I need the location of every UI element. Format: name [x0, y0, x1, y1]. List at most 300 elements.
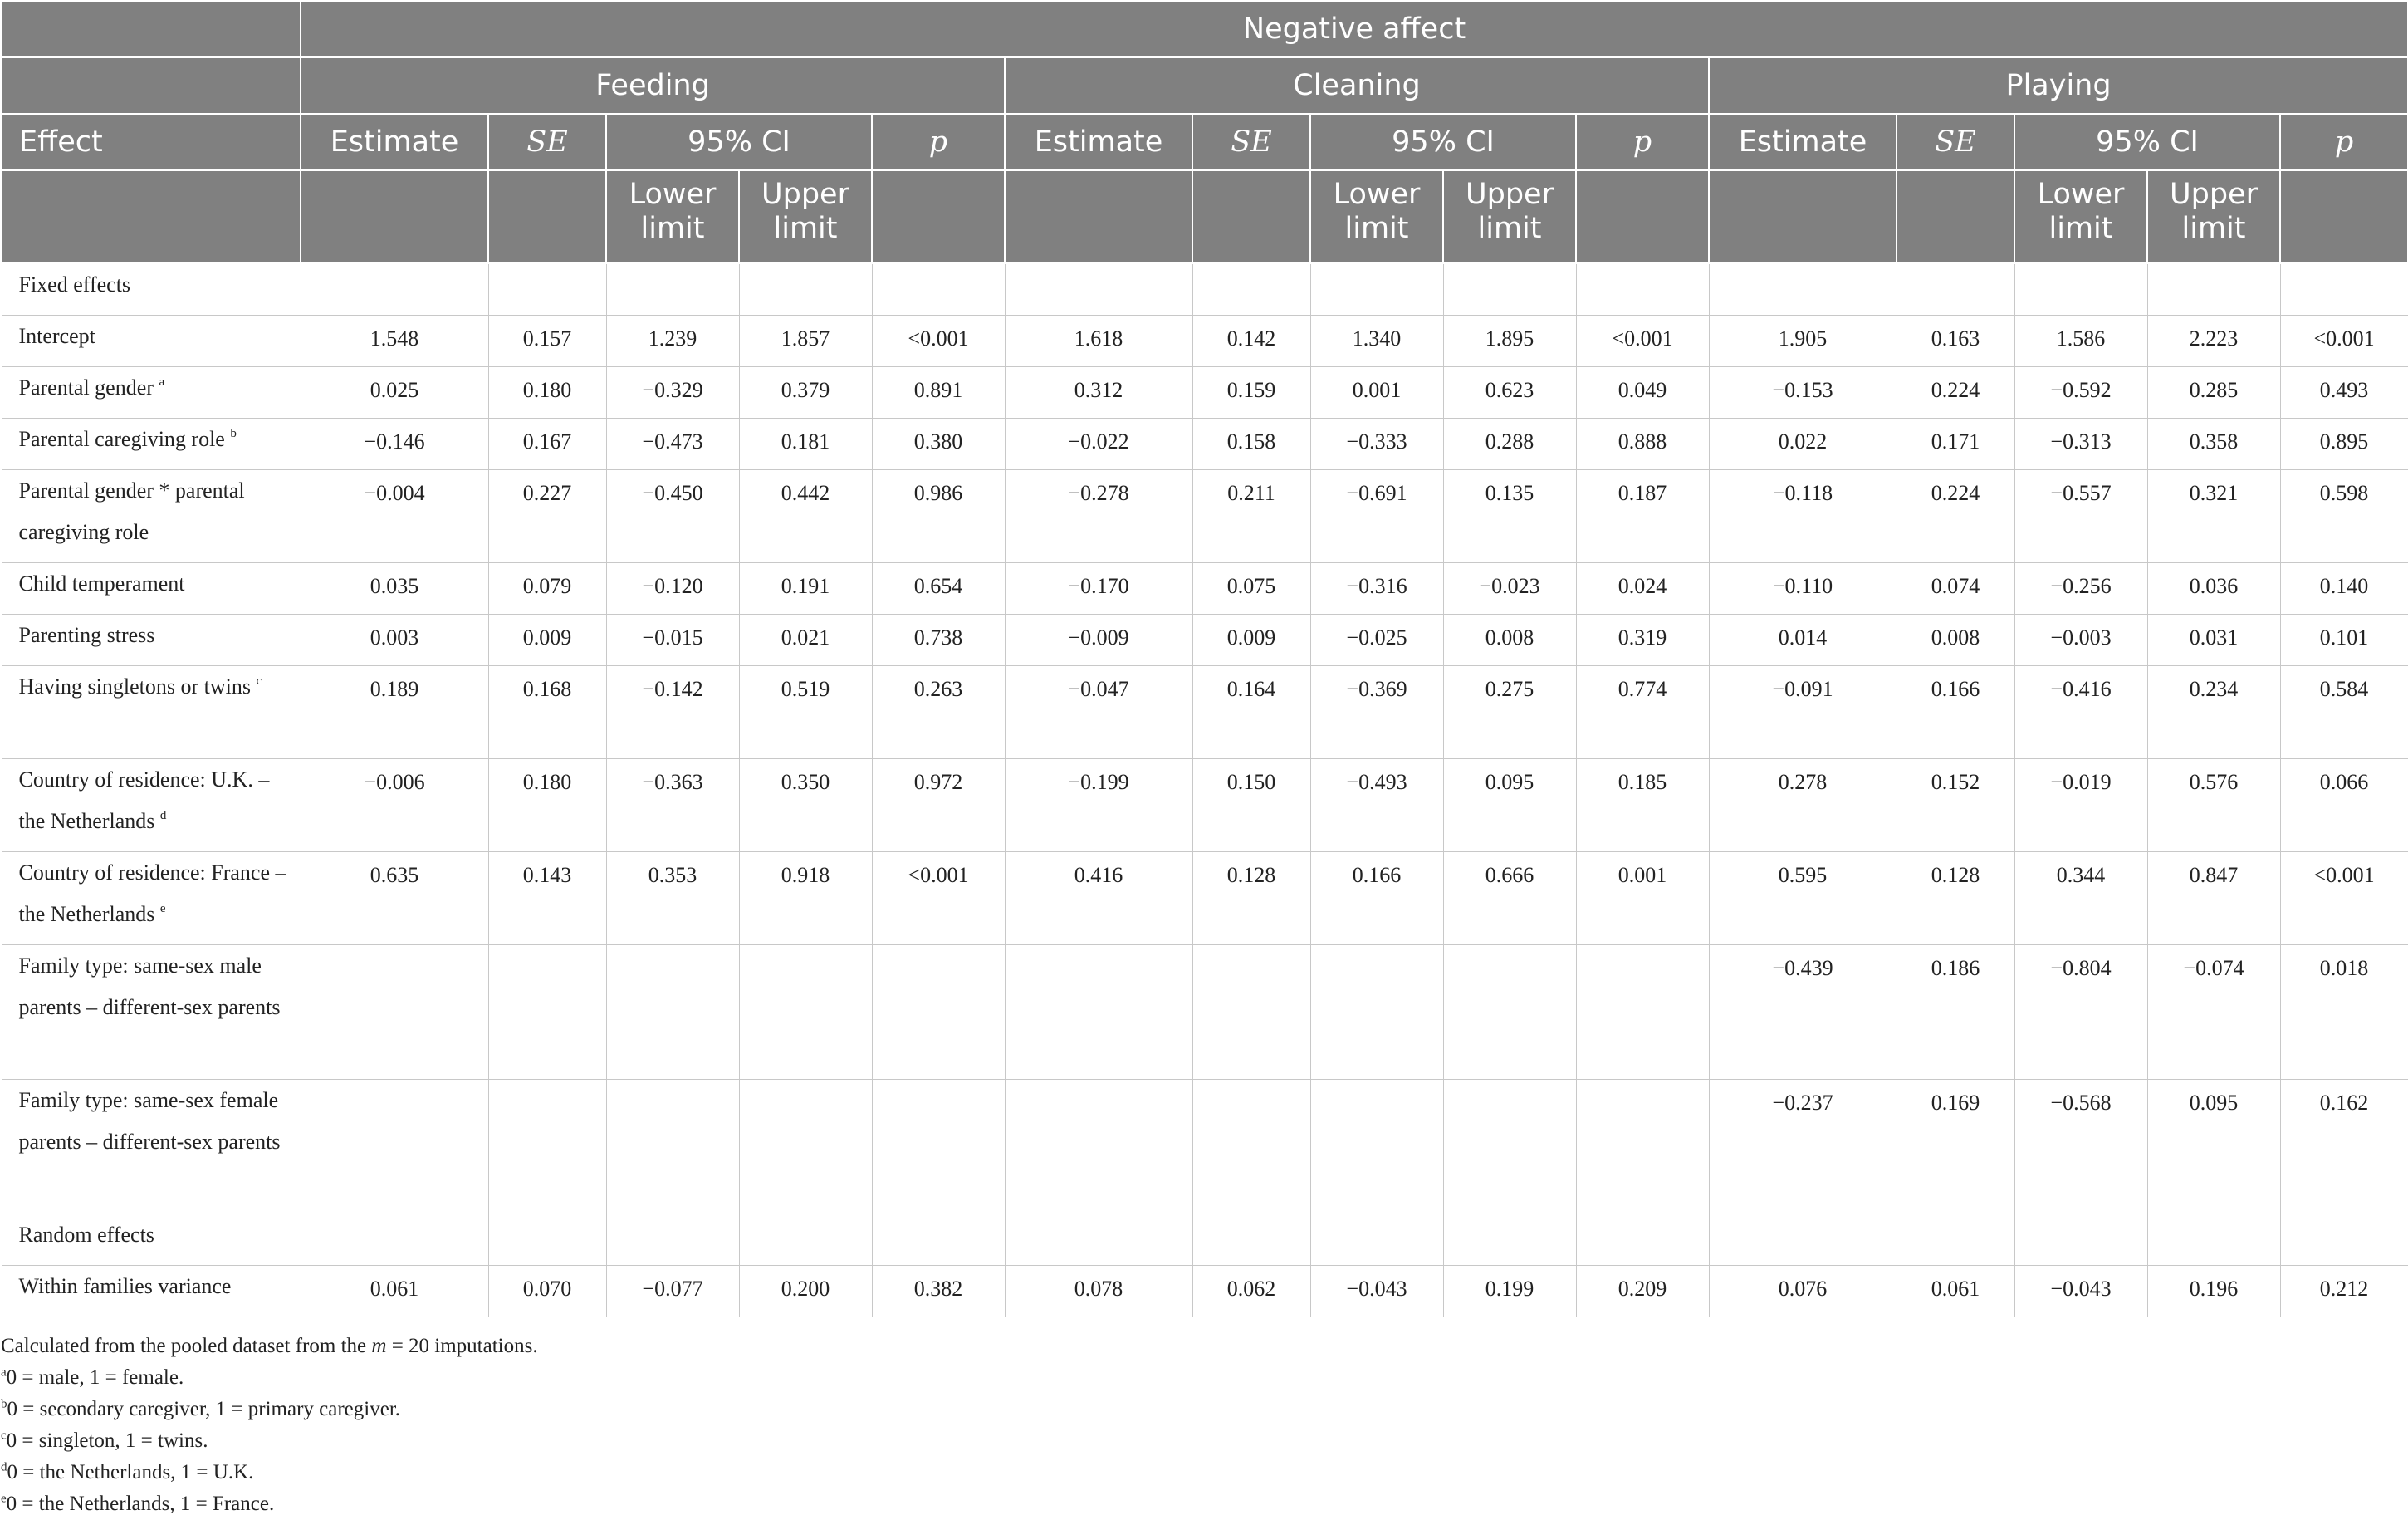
- cell-value: −0.146: [364, 429, 425, 454]
- results-table: [1, 0, 2408, 1317]
- table-cell: [488, 1265, 606, 1317]
- table-cell: [2280, 1214, 2408, 1265]
- cell-value: 0.166: [1931, 676, 1980, 701]
- table-cell: [606, 1079, 739, 1214]
- table-cell: [2280, 1265, 2408, 1317]
- table-row: [2, 1214, 2408, 1265]
- footnote-text: 0 = the Netherlands, 1 = U.K.: [7, 1460, 254, 1483]
- table-cell: [1897, 758, 2014, 851]
- table-cell: [2014, 1079, 2147, 1214]
- cell-value: 0.666: [1485, 862, 1534, 887]
- table-cell: [1709, 1079, 1897, 1214]
- table-cell: [2280, 758, 2408, 851]
- table-cell: [1310, 469, 1443, 562]
- row-label: [2, 1214, 301, 1265]
- cell-value: 0.008: [1931, 625, 1980, 650]
- cell-value: −0.003: [2050, 625, 2112, 650]
- footnote-marker: a: [159, 375, 165, 389]
- table-cell: [872, 758, 1005, 851]
- table-cell: [739, 315, 872, 366]
- table-cell: [488, 263, 606, 315]
- cell-value: 0.986: [913, 480, 963, 505]
- column-header-se-playing: SE: [1897, 114, 2014, 170]
- table-cell: [2280, 366, 2408, 418]
- cell-value: −0.110: [1772, 573, 1833, 598]
- table-cell: [1443, 315, 1576, 366]
- table-cell: [2014, 851, 2147, 944]
- cell-value: 0.598: [2319, 480, 2369, 505]
- table-cell: [488, 366, 606, 418]
- table-cell: [872, 1079, 1005, 1214]
- cell-value: 0.036: [2189, 573, 2239, 598]
- cell-value: 0.076: [1778, 1276, 1828, 1301]
- activity-header-playing: Playing: [1709, 57, 2408, 114]
- table-cell: [2280, 614, 2408, 665]
- table-cell: [1443, 758, 1576, 851]
- cell-value: −0.074: [2183, 955, 2244, 980]
- cell-value: 0.143: [522, 862, 572, 887]
- subheader-empty: [2280, 170, 2408, 263]
- table-cell: [2014, 469, 2147, 562]
- cell-value: −0.043: [1346, 1276, 1407, 1301]
- cell-value: −0.691: [1346, 480, 1407, 505]
- table-cell: [1709, 665, 1897, 758]
- table-cell: [1192, 263, 1310, 315]
- table-cell: [1576, 851, 1709, 944]
- table-cell: [488, 1214, 606, 1265]
- cell-value: 0.101: [2319, 625, 2369, 650]
- cell-value: 0.095: [2189, 1090, 2239, 1115]
- cell-value: 0.379: [781, 377, 830, 402]
- subheader-upper-limit-playing: [2147, 170, 2280, 263]
- cell-value: 0.163: [1931, 326, 1980, 351]
- cell-value: −0.091: [1772, 676, 1833, 701]
- lower-line1: Lower: [1333, 178, 1421, 211]
- subheader-empty: [1709, 170, 1897, 263]
- table-row: [2, 366, 2408, 418]
- table-cell: [1005, 562, 1192, 614]
- cell-value: 0.186: [1931, 955, 1980, 980]
- table-cell: [301, 758, 488, 851]
- cell-value: −0.450: [642, 480, 703, 505]
- cell-value: −0.313: [2050, 429, 2112, 454]
- cell-value: −0.493: [1346, 769, 1407, 794]
- table-cell: [301, 944, 488, 1079]
- table-cell: [1192, 614, 1310, 665]
- table-cell: [1709, 469, 1897, 562]
- table-row: [2, 315, 2408, 366]
- table-cell: [1709, 758, 1897, 851]
- footnote-marker: d: [159, 808, 167, 822]
- subheader-lower-limit-cleaning: [1310, 170, 1443, 263]
- table-cell: [1897, 562, 2014, 614]
- footnote-marker: c: [256, 674, 262, 688]
- cell-value: −0.153: [1772, 377, 1833, 402]
- footnote-mark: a: [1, 1366, 7, 1380]
- cell-value: 0.001: [1352, 377, 1402, 402]
- cell-value: 0.972: [913, 769, 963, 794]
- table-cell: [1443, 614, 1576, 665]
- table-cell: [2014, 1214, 2147, 1265]
- corner-cell: [2, 170, 301, 263]
- cell-value: −0.329: [642, 377, 703, 402]
- table-cell: [1005, 1214, 1192, 1265]
- cell-value: −0.278: [1068, 480, 1129, 505]
- table-cell: [2147, 614, 2280, 665]
- table-cell: [2147, 263, 2280, 315]
- table-cell: [1576, 1265, 1709, 1317]
- cell-value: 0.623: [1485, 377, 1534, 402]
- cell-value: −0.439: [1772, 955, 1833, 980]
- table-cell: [606, 758, 739, 851]
- table-cell: [1192, 562, 1310, 614]
- footnote-mark: c: [1, 1429, 7, 1443]
- footnote-d: [1, 1457, 2408, 1488]
- cell-value: 0.635: [370, 862, 419, 887]
- table-cell: [2147, 1214, 2280, 1265]
- table-cell: [2147, 469, 2280, 562]
- table-cell: [1005, 1265, 1192, 1317]
- table-cell: [1310, 851, 1443, 944]
- table-cell: [2147, 366, 2280, 418]
- column-header-se-feeding: SE: [488, 114, 606, 170]
- cell-value: 0.918: [781, 862, 830, 887]
- footnote-b: [1, 1394, 2408, 1425]
- column-header-se-cleaning: SE: [1192, 114, 1310, 170]
- table-row: [2, 851, 2408, 944]
- table-cell: [606, 614, 739, 665]
- table-row: [2, 614, 2408, 665]
- row-label-text: Country of residence: France – the Netherlands: [18, 860, 286, 926]
- cell-value: <0.001: [1612, 326, 1673, 351]
- cell-value: 0.180: [522, 769, 572, 794]
- table-cell: [872, 263, 1005, 315]
- table-cell: [739, 665, 872, 758]
- table-cell: [1192, 944, 1310, 1079]
- cell-value: 0.196: [2189, 1276, 2239, 1301]
- table-cell: [1576, 562, 1709, 614]
- cell-value: 0.654: [913, 573, 963, 598]
- cell-value: 1.340: [1352, 326, 1402, 351]
- table-cell: [1709, 1265, 1897, 1317]
- cell-value: −0.199: [1068, 769, 1129, 794]
- cell-value: 0.321: [2189, 480, 2239, 505]
- footnote-text: 0 = male, 1 = female.: [6, 1366, 184, 1389]
- cell-value: −0.004: [364, 480, 425, 505]
- table-cell: [301, 562, 488, 614]
- table-cell: [301, 263, 488, 315]
- row-label-text: Parental caregiving role: [18, 426, 225, 451]
- table-cell: [1709, 562, 1897, 614]
- table-row: [2, 758, 2408, 851]
- cell-value: 0.891: [913, 377, 963, 402]
- cell-value: 1.239: [648, 326, 697, 351]
- table-cell: [739, 758, 872, 851]
- column-header-ci-cleaning: 95% CI: [1310, 114, 1576, 170]
- cell-value: 0.285: [2189, 377, 2239, 402]
- table-cell: [2280, 469, 2408, 562]
- table-cell: [606, 1214, 739, 1265]
- table-cell: [606, 562, 739, 614]
- subheader-lower-limit-playing: [2014, 170, 2147, 263]
- cell-value: 0.738: [913, 625, 963, 650]
- cell-value: 0.224: [1931, 377, 1980, 402]
- table-cell: [488, 562, 606, 614]
- table-row: [2, 562, 2408, 614]
- table-cell: [606, 851, 739, 944]
- table-cell: [606, 1265, 739, 1317]
- table-cell: [1443, 263, 1576, 315]
- cell-value: 0.018: [2319, 955, 2369, 980]
- cell-value: 0.001: [1618, 862, 1667, 887]
- table-cell: [739, 1079, 872, 1214]
- footnote-marker: b: [230, 426, 237, 440]
- table-cell: [2147, 1079, 2280, 1214]
- cell-value: 0.157: [522, 326, 572, 351]
- cell-value: 0.275: [1485, 676, 1534, 701]
- table-cell: [1576, 418, 1709, 469]
- table-cell: [1897, 1265, 2014, 1317]
- cell-value: 0.014: [1778, 625, 1828, 650]
- cell-value: 0.171: [1931, 429, 1980, 454]
- table-cell: [1005, 366, 1192, 418]
- table-cell: [1443, 1079, 1576, 1214]
- upper-line2: limit: [773, 212, 838, 245]
- table-cell: [301, 614, 488, 665]
- table-cell: [1005, 418, 1192, 469]
- cell-value: 0.075: [1226, 573, 1276, 598]
- table-cell: [1310, 263, 1443, 315]
- cell-value: 0.061: [1931, 1276, 1980, 1301]
- cell-value: −0.023: [1479, 573, 1540, 598]
- cell-value: <0.001: [908, 862, 969, 887]
- row-label-text: Family type: same-sex male parents – different-sex parents: [18, 953, 281, 1019]
- table-cell: [1005, 1079, 1192, 1214]
- cell-value: 0.181: [781, 429, 830, 454]
- row-label-text: Random effects: [18, 1222, 154, 1247]
- table-cell: [1192, 1265, 1310, 1317]
- cell-value: 0.847: [2189, 862, 2239, 887]
- table-cell: [1192, 1214, 1310, 1265]
- table-cell: [301, 469, 488, 562]
- cell-value: −0.473: [642, 429, 703, 454]
- cell-value: 0.189: [370, 676, 419, 701]
- cell-value: 0.353: [648, 862, 697, 887]
- table-cell: [2280, 315, 2408, 366]
- table-cell: [1709, 418, 1897, 469]
- lower-line2: limit: [640, 212, 705, 245]
- cell-value: 0.035: [370, 573, 419, 598]
- cell-value: 0.009: [1226, 625, 1276, 650]
- table-cell: [606, 665, 739, 758]
- cell-value: 0.263: [913, 676, 963, 701]
- cell-value: 0.142: [1226, 326, 1276, 351]
- table-cell: [1897, 469, 2014, 562]
- table-cell: [1310, 1265, 1443, 1317]
- table-cell: [1310, 944, 1443, 1079]
- cell-value: 0.003: [370, 625, 419, 650]
- cell-value: <0.001: [2313, 326, 2375, 351]
- row-label: [2, 263, 301, 315]
- table-cell: [488, 665, 606, 758]
- table-row: [2, 944, 2408, 1079]
- cell-value: 0.128: [1931, 862, 1980, 887]
- cell-value: 0.224: [1931, 480, 1980, 505]
- cell-value: 0.234: [2189, 676, 2239, 701]
- table-cell: [1443, 851, 1576, 944]
- table-cell: [872, 418, 1005, 469]
- cell-value: 0.159: [1226, 377, 1276, 402]
- table-cell: [1443, 418, 1576, 469]
- table-cell: [1005, 665, 1192, 758]
- table-cell: [2280, 944, 2408, 1079]
- table-cell: [2014, 263, 2147, 315]
- upper-line2: limit: [1477, 212, 1542, 245]
- table-cell: [606, 944, 739, 1079]
- pooled-note: Calculated from the pooled dataset from the m = 20 imputations.: [1, 1334, 538, 1357]
- table-cell: [2014, 562, 2147, 614]
- subheader-empty: [1005, 170, 1192, 263]
- table-cell: [2147, 944, 2280, 1079]
- table-row: [2, 469, 2408, 562]
- cell-value: 0.187: [1618, 480, 1667, 505]
- upper-line1: Upper: [2170, 178, 2258, 211]
- cell-value: 0.162: [2319, 1090, 2369, 1115]
- cell-value: 1.586: [2056, 326, 2106, 351]
- subheader-empty: [1192, 170, 1310, 263]
- table-cell: [2147, 315, 2280, 366]
- table-cell: [739, 944, 872, 1079]
- table-cell: [1576, 1079, 1709, 1214]
- group-title: Negative affect: [301, 1, 2408, 57]
- table-cell: [1005, 758, 1192, 851]
- cell-value: 0.382: [913, 1276, 963, 1301]
- cell-value: 0.191: [781, 573, 830, 598]
- cell-value: 0.168: [522, 676, 572, 701]
- cell-value: −0.006: [364, 769, 425, 794]
- table-cell: [488, 418, 606, 469]
- cell-value: 1.618: [1074, 326, 1123, 351]
- table-cell: [1709, 315, 1897, 366]
- table-cell: [2147, 1265, 2280, 1317]
- cell-value: <0.001: [908, 326, 969, 351]
- row-label: [2, 418, 301, 469]
- table-cell: [488, 614, 606, 665]
- effect-column-header: Effect: [2, 114, 301, 170]
- row-label-text: Fixed effects: [18, 272, 131, 297]
- table-cell: [488, 851, 606, 944]
- table-cell: [2147, 418, 2280, 469]
- cell-value: 0.312: [1074, 377, 1123, 402]
- table-cell: [2147, 665, 2280, 758]
- table-row: [2, 665, 2408, 758]
- row-label-text: Family type: same-sex female parents – different-sex parents: [18, 1087, 281, 1154]
- table-cell: [1897, 263, 2014, 315]
- table-cell: [488, 758, 606, 851]
- column-header-ci-feeding: 95% CI: [606, 114, 872, 170]
- cell-value: 0.062: [1226, 1276, 1276, 1301]
- subheader-empty: [1897, 170, 2014, 263]
- row-label-text: Parenting stress: [18, 622, 155, 647]
- cell-value: 0.211: [1227, 480, 1275, 505]
- table-cell: [2280, 562, 2408, 614]
- table-cell: [739, 366, 872, 418]
- table-cell: [2280, 418, 2408, 469]
- table-cell: [1192, 469, 1310, 562]
- footnote-e: [1, 1488, 2408, 1520]
- lower-line1: Lower: [629, 178, 717, 211]
- column-header-p-cleaning: p: [1576, 114, 1709, 170]
- cell-value: 0.150: [1226, 769, 1276, 794]
- subheader-lower-limit-feeding: [606, 170, 739, 263]
- cell-value: 0.493: [2319, 377, 2369, 402]
- cell-value: 1.857: [781, 326, 830, 351]
- corner-cell: [2, 1, 301, 57]
- table-cell: [1443, 944, 1576, 1079]
- table-cell: [1443, 366, 1576, 418]
- table-cell: [872, 469, 1005, 562]
- table-cell: [1576, 1214, 1709, 1265]
- table-cell: [1192, 1079, 1310, 1214]
- table-cell: [2014, 366, 2147, 418]
- cell-value: 0.152: [1931, 769, 1980, 794]
- cell-value: 0.344: [2056, 862, 2106, 887]
- table-cell: [301, 1214, 488, 1265]
- table-cell: [872, 944, 1005, 1079]
- subheader-empty: [872, 170, 1005, 263]
- table-cell: [1310, 665, 1443, 758]
- table-cell: [1576, 469, 1709, 562]
- table-cell: [1897, 851, 2014, 944]
- table-cell: [1576, 944, 1709, 1079]
- cell-value: 0.128: [1226, 862, 1276, 887]
- cell-value: 1.895: [1485, 326, 1534, 351]
- cell-value: 0.066: [2319, 769, 2369, 794]
- cell-value: 0.209: [1618, 1276, 1667, 1301]
- row-label-text: Having singletons or twins: [18, 674, 251, 699]
- column-header-estimate-feeding: Estimate: [301, 114, 488, 170]
- table-cell: [2014, 665, 2147, 758]
- table-cell: [1192, 418, 1310, 469]
- cell-value: 0.009: [522, 625, 572, 650]
- table-cell: [872, 665, 1005, 758]
- footnote-c: [1, 1425, 2408, 1457]
- table-cell: [739, 418, 872, 469]
- table-row: [2, 1265, 2408, 1317]
- cell-value: 0.008: [1485, 625, 1534, 650]
- table-cell: [1192, 665, 1310, 758]
- table-cell: [1709, 263, 1897, 315]
- row-label: [2, 944, 301, 1079]
- cell-value: 0.199: [1485, 1276, 1534, 1301]
- cell-value: 0.070: [522, 1276, 572, 1301]
- table-cell: [1005, 851, 1192, 944]
- cell-value: −0.015: [642, 625, 703, 650]
- table-cell: [301, 315, 488, 366]
- table-row: [2, 1079, 2408, 1214]
- cell-value: 0.576: [2189, 769, 2239, 794]
- cell-value: 0.595: [1778, 862, 1828, 887]
- table-row: [2, 263, 2408, 315]
- table-cell: [1005, 315, 1192, 366]
- table-cell: [1897, 1079, 2014, 1214]
- subheader-empty: [488, 170, 606, 263]
- table-cell: [1576, 614, 1709, 665]
- cell-value: −0.568: [2050, 1090, 2112, 1115]
- cell-value: 0.167: [522, 429, 572, 454]
- table-cell: [488, 469, 606, 562]
- table-cell: [301, 366, 488, 418]
